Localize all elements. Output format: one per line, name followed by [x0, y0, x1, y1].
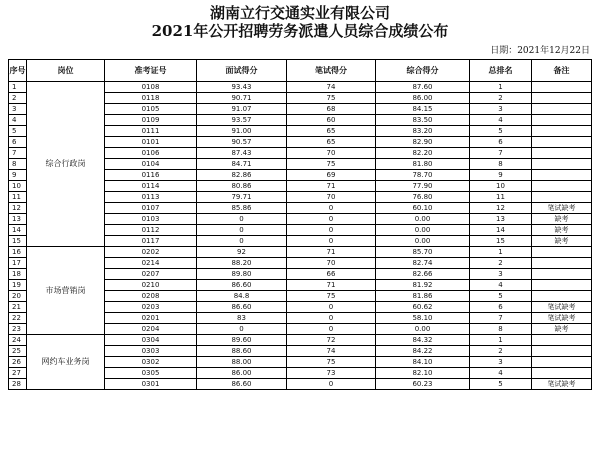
remark-cell: 笔试缺考 [532, 313, 592, 324]
rank-cell: 1 [470, 82, 532, 93]
exam-id-cell: 0208 [105, 291, 197, 302]
row-number: 9 [9, 170, 27, 181]
exam-id-cell: 0203 [105, 302, 197, 313]
total-score-cell: 84.15 [376, 104, 470, 115]
remark-cell [532, 247, 592, 258]
row-number: 24 [9, 335, 27, 346]
exam-id-cell: 0305 [105, 368, 197, 379]
exam-id-cell: 0202 [105, 247, 197, 258]
row-number: 13 [9, 214, 27, 225]
header-exam-id: 准考证号 [105, 60, 197, 82]
row-number: 7 [9, 148, 27, 159]
row-number: 11 [9, 192, 27, 203]
table-row [9, 247, 592, 258]
written-score-cell: 0 [287, 225, 376, 236]
total-score-cell: 83.20 [376, 126, 470, 137]
interview-score-cell: 84.8 [197, 291, 287, 302]
row-number: 28 [9, 379, 27, 390]
written-score-cell: 0 [287, 313, 376, 324]
exam-id-cell: 0117 [105, 236, 197, 247]
rank-cell: 13 [470, 214, 532, 225]
remark-cell [532, 357, 592, 368]
written-score-cell: 0 [287, 203, 376, 214]
total-score-cell: 82.66 [376, 269, 470, 280]
interview-score-cell: 91.07 [197, 104, 287, 115]
rank-cell: 3 [470, 104, 532, 115]
written-score-cell: 0 [287, 236, 376, 247]
exam-id-cell: 0108 [105, 82, 197, 93]
rank-cell: 7 [470, 148, 532, 159]
total-score-cell: 87.60 [376, 82, 470, 93]
exam-id-cell: 0112 [105, 225, 197, 236]
rank-cell: 2 [470, 93, 532, 104]
total-score-cell: 76.80 [376, 192, 470, 203]
total-score-cell: 78.70 [376, 170, 470, 181]
exam-id-cell: 0204 [105, 324, 197, 335]
written-score-cell: 75 [287, 159, 376, 170]
header-written: 笔试得分 [287, 60, 376, 82]
written-score-cell: 71 [287, 280, 376, 291]
interview-score-cell: 0 [197, 214, 287, 225]
exam-id-cell: 0101 [105, 137, 197, 148]
exam-id-cell: 0118 [105, 93, 197, 104]
row-number: 5 [9, 126, 27, 137]
written-score-cell: 71 [287, 247, 376, 258]
interview-score-cell: 92 [197, 247, 287, 258]
row-number: 22 [9, 313, 27, 324]
rank-cell: 2 [470, 258, 532, 269]
table-row [9, 335, 592, 346]
row-number: 10 [9, 181, 27, 192]
position-cell: 网约车业务岗 [27, 335, 105, 390]
interview-score-cell: 0 [197, 324, 287, 335]
exam-id-cell: 0304 [105, 335, 197, 346]
header-total: 综合得分 [376, 60, 470, 82]
total-score-cell: 82.90 [376, 137, 470, 148]
interview-score-cell: 89.80 [197, 269, 287, 280]
exam-id-cell: 0114 [105, 181, 197, 192]
position-cell: 综合行政岗 [27, 82, 105, 247]
row-number: 27 [9, 368, 27, 379]
written-score-cell: 75 [287, 93, 376, 104]
written-score-cell: 74 [287, 346, 376, 357]
remark-cell [532, 269, 592, 280]
remark-cell [532, 104, 592, 115]
written-score-cell: 74 [287, 82, 376, 93]
company-title: 湖南立行交通实业有限公司 [209, 4, 390, 22]
remark-cell [532, 137, 592, 148]
total-score-cell: 84.22 [376, 346, 470, 357]
written-score-cell: 60 [287, 115, 376, 126]
rank-cell: 8 [470, 159, 532, 170]
total-score-cell: 82.10 [376, 368, 470, 379]
row-number: 8 [9, 159, 27, 170]
rank-cell: 6 [470, 137, 532, 148]
rank-cell: 12 [470, 203, 532, 214]
rank-cell: 5 [470, 379, 532, 390]
remark-cell [532, 93, 592, 104]
interview-score-cell: 83 [197, 313, 287, 324]
total-score-cell: 0.00 [376, 236, 470, 247]
total-score-cell: 81.80 [376, 159, 470, 170]
exam-id-cell: 0103 [105, 214, 197, 225]
total-score-cell: 58.10 [376, 313, 470, 324]
remark-cell: 缺考 [532, 214, 592, 225]
written-score-cell: 71 [287, 181, 376, 192]
interview-score-cell: 88.00 [197, 357, 287, 368]
header-row [9, 60, 592, 82]
row-number: 21 [9, 302, 27, 313]
total-score-cell: 60.23 [376, 379, 470, 390]
header-remark: 备注 [532, 60, 592, 82]
interview-score-cell: 91.00 [197, 126, 287, 137]
rank-cell: 1 [470, 335, 532, 346]
interview-score-cell: 90.57 [197, 137, 287, 148]
written-score-cell: 0 [287, 379, 376, 390]
position-cell: 市场营销岗 [27, 247, 105, 335]
rank-cell: 6 [470, 302, 532, 313]
remark-cell [532, 258, 592, 269]
exam-id-cell: 0201 [105, 313, 197, 324]
row-number: 3 [9, 104, 27, 115]
total-score-cell: 0.00 [376, 324, 470, 335]
total-score-cell: 81.92 [376, 280, 470, 291]
exam-id-cell: 0109 [105, 115, 197, 126]
rank-cell: 3 [470, 269, 532, 280]
rank-cell: 4 [470, 280, 532, 291]
score-table [8, 59, 592, 390]
total-score-cell: 86.00 [376, 93, 470, 104]
interview-score-cell: 93.57 [197, 115, 287, 126]
remark-cell [532, 115, 592, 126]
row-number: 17 [9, 258, 27, 269]
row-number: 15 [9, 236, 27, 247]
exam-id-cell: 0214 [105, 258, 197, 269]
rank-cell: 9 [470, 170, 532, 181]
rank-cell: 5 [470, 126, 532, 137]
rank-cell: 1 [470, 247, 532, 258]
exam-id-cell: 0210 [105, 280, 197, 291]
written-score-cell: 69 [287, 170, 376, 181]
interview-score-cell: 86.00 [197, 368, 287, 379]
written-score-cell: 75 [287, 291, 376, 302]
row-number: 6 [9, 137, 27, 148]
rank-cell: 2 [470, 346, 532, 357]
interview-score-cell: 85.86 [197, 203, 287, 214]
rank-cell: 5 [470, 291, 532, 302]
interview-score-cell: 86.60 [197, 379, 287, 390]
interview-score-cell: 84.71 [197, 159, 287, 170]
exam-id-cell: 0303 [105, 346, 197, 357]
row-number: 1 [9, 82, 27, 93]
remark-cell: 笔试缺考 [532, 203, 592, 214]
written-score-cell: 66 [287, 269, 376, 280]
remark-cell [532, 368, 592, 379]
total-score-cell: 82.20 [376, 148, 470, 159]
total-score-cell: 0.00 [376, 214, 470, 225]
written-score-cell: 75 [287, 357, 376, 368]
remark-cell: 缺考 [532, 236, 592, 247]
interview-score-cell: 0 [197, 225, 287, 236]
row-number: 25 [9, 346, 27, 357]
remark-cell [532, 170, 592, 181]
header-position: 岗位 [27, 60, 105, 82]
interview-score-cell: 89.60 [197, 335, 287, 346]
header-no: 序号 [9, 60, 27, 82]
row-number: 16 [9, 247, 27, 258]
interview-score-cell: 80.86 [197, 181, 287, 192]
interview-score-cell: 86.60 [197, 280, 287, 291]
row-number: 2 [9, 93, 27, 104]
rank-cell: 3 [470, 357, 532, 368]
written-score-cell: 0 [287, 302, 376, 313]
interview-score-cell: 0 [197, 236, 287, 247]
publish-date: 日期：2021年12月22日 [490, 46, 590, 56]
exam-id-cell: 0116 [105, 170, 197, 181]
rank-cell: 10 [470, 181, 532, 192]
rank-cell: 7 [470, 313, 532, 324]
interview-score-cell: 93.43 [197, 82, 287, 93]
remark-cell [532, 126, 592, 137]
interview-score-cell: 90.71 [197, 93, 287, 104]
total-score-cell: 60.10 [376, 203, 470, 214]
exam-id-cell: 0302 [105, 357, 197, 368]
total-score-cell: 85.70 [376, 247, 470, 258]
total-score-cell: 0.00 [376, 225, 470, 236]
row-number: 12 [9, 203, 27, 214]
rank-cell: 14 [470, 225, 532, 236]
table-row [9, 82, 592, 93]
remark-cell [532, 192, 592, 203]
interview-score-cell: 86.60 [197, 302, 287, 313]
row-number: 19 [9, 280, 27, 291]
remark-cell [532, 159, 592, 170]
remark-cell [532, 181, 592, 192]
total-score-cell: 81.86 [376, 291, 470, 302]
interview-score-cell: 87.43 [197, 148, 287, 159]
header-interview: 面试得分 [197, 60, 287, 82]
total-score-cell: 82.74 [376, 258, 470, 269]
total-score-cell: 60.62 [376, 302, 470, 313]
exam-id-cell: 0207 [105, 269, 197, 280]
written-score-cell: 73 [287, 368, 376, 379]
rank-cell: 4 [470, 115, 532, 126]
row-number: 26 [9, 357, 27, 368]
exam-id-cell: 0113 [105, 192, 197, 203]
exam-id-cell: 0111 [105, 126, 197, 137]
exam-id-cell: 0107 [105, 203, 197, 214]
remark-cell [532, 291, 592, 302]
remark-cell: 缺考 [532, 225, 592, 236]
header-rank: 总排名 [470, 60, 532, 82]
remark-cell [532, 82, 592, 93]
written-score-cell: 68 [287, 104, 376, 115]
written-score-cell: 0 [287, 324, 376, 335]
remark-cell: 笔试缺考 [532, 302, 592, 313]
remark-cell [532, 335, 592, 346]
interview-score-cell: 79.71 [197, 192, 287, 203]
written-score-cell: 72 [287, 335, 376, 346]
total-score-cell: 84.10 [376, 357, 470, 368]
remark-cell [532, 346, 592, 357]
row-number: 20 [9, 291, 27, 302]
rank-cell: 15 [470, 236, 532, 247]
row-number: 23 [9, 324, 27, 335]
announcement-title: 2021年公开招聘劳务派遣人员综合成绩公布 [151, 22, 449, 40]
rank-cell: 11 [470, 192, 532, 203]
exam-id-cell: 0104 [105, 159, 197, 170]
interview-score-cell: 82.86 [197, 170, 287, 181]
row-number: 4 [9, 115, 27, 126]
written-score-cell: 70 [287, 148, 376, 159]
remark-cell: 笔试缺考 [532, 379, 592, 390]
remark-cell: 缺考 [532, 324, 592, 335]
written-score-cell: 0 [287, 214, 376, 225]
remark-cell [532, 148, 592, 159]
total-score-cell: 83.50 [376, 115, 470, 126]
remark-cell [532, 280, 592, 291]
rank-cell: 4 [470, 368, 532, 379]
interview-score-cell: 88.20 [197, 258, 287, 269]
row-number: 18 [9, 269, 27, 280]
interview-score-cell: 88.60 [197, 346, 287, 357]
total-score-cell: 77.90 [376, 181, 470, 192]
written-score-cell: 65 [287, 137, 376, 148]
total-score-cell: 84.32 [376, 335, 470, 346]
exam-id-cell: 0105 [105, 104, 197, 115]
written-score-cell: 70 [287, 258, 376, 269]
written-score-cell: 65 [287, 126, 376, 137]
rank-cell: 8 [470, 324, 532, 335]
row-number: 14 [9, 225, 27, 236]
written-score-cell: 70 [287, 192, 376, 203]
exam-id-cell: 0301 [105, 379, 197, 390]
table-body [9, 82, 592, 390]
exam-id-cell: 0106 [105, 148, 197, 159]
